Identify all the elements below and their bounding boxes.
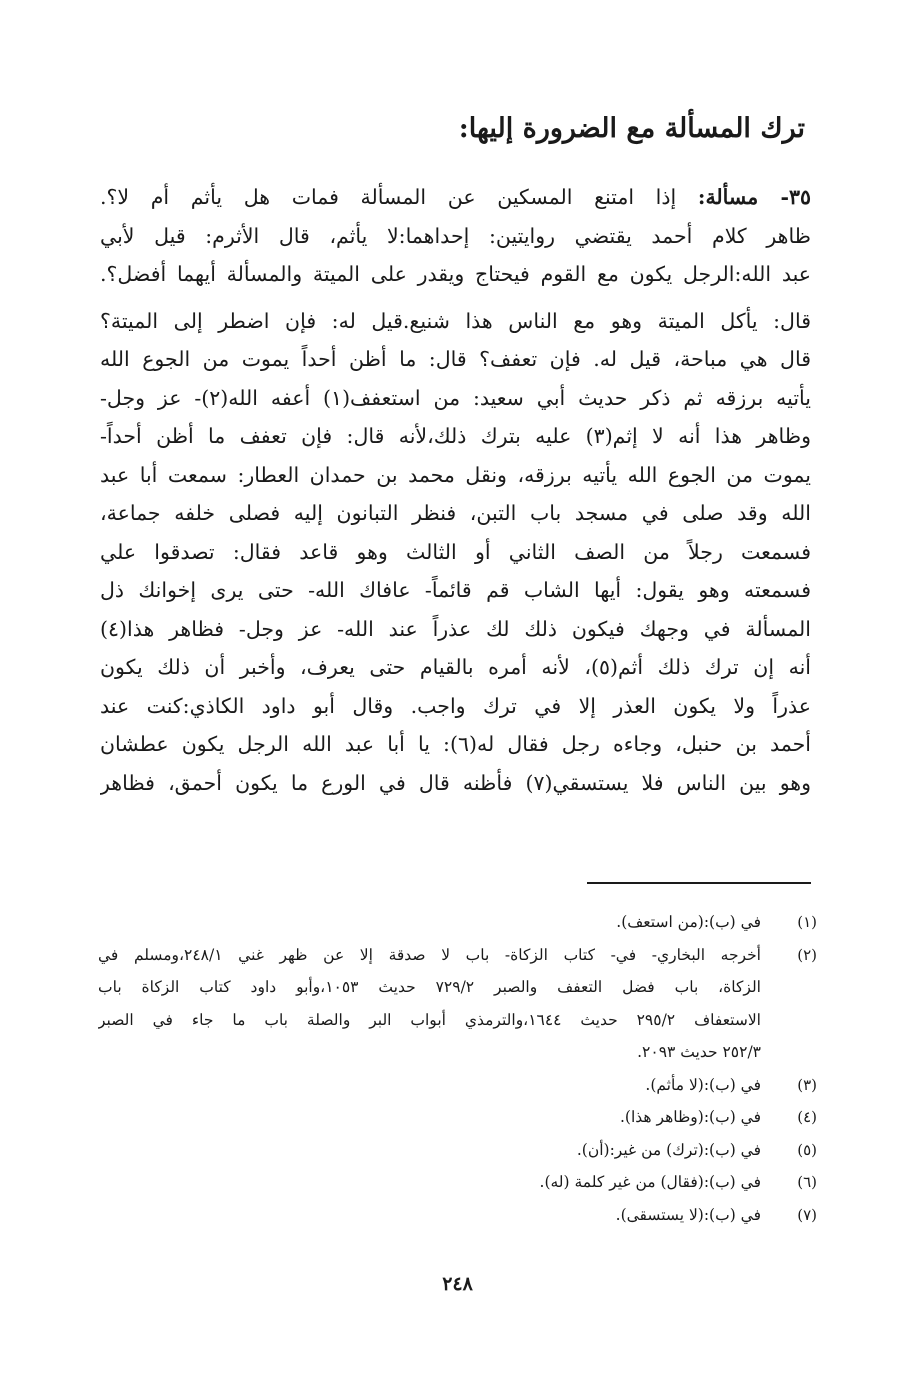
text-line: يموت من الجوع الله يأتيه برزقه، ونقل محمد بن حمدان العطار: سمعت أبا عبد — [100, 462, 811, 487]
text-line: أحمد بن حنبل، وجاءه رجل فقال له(٦): يا أبا عبد الله الرجل يكون عطشان — [100, 732, 811, 756]
text-line: الله وقد صلى في مسجد باب التبن، فنظر التبانون إليه فصلى خلفه جماعة، — [100, 501, 811, 525]
page-number: ٢٤٨ — [442, 1273, 473, 1295]
footnote-text — [98, 1166, 775, 1199]
text-line: ظاهر كلام أحمد يقتضي روايتين: إحداهما:لا يأثم، قال الأثرم: قيل لأبي — [100, 223, 811, 248]
footnote-line: في (ب):(لا مأثم). — [645, 1075, 761, 1094]
text-line: قال هي مباحة، قيل له. فإن تعفف؟ قال: ما أظن أحداً يموت من الجوع الله — [100, 347, 811, 371]
main-text — [100, 178, 811, 802]
text-line: يأتيه برزقه ثم ذكر حديث أبي سعيد: من استعفف(١) أعفه الله(٢)- عز وجل- — [100, 385, 811, 410]
footnote-number: (٢) — [797, 945, 817, 964]
footnote-text — [98, 939, 775, 1069]
footnote-line: في (ب):(لا يستسقى). — [615, 1205, 761, 1224]
footnote-item — [98, 939, 817, 1069]
footnote-number: (٥) — [797, 1140, 817, 1159]
footnote-line: ٢٥٢/٣ حديث ٢٠٩٣. — [637, 1043, 761, 1061]
issue-number: ٣٥ — [788, 185, 811, 209]
footnote-item — [98, 1199, 817, 1232]
footnote-number: (٣) — [797, 1075, 817, 1094]
footnote-item — [98, 1134, 817, 1167]
text-line: عبد الله:الرجل يكون مع القوم فيحتاج ويقدر على الميتة والمسألة أيهما أفضل؟. — [100, 262, 811, 286]
issue-label: - مسألة: — [697, 185, 789, 209]
footnote-text — [98, 906, 775, 939]
text-line: المسألة في وجهك فيكون ذلك لك عذراً عند الله- عز وجل- فظاهر هذا(٤) — [100, 616, 811, 641]
issue-question: إذا امتنع المسكين عن المسألة فمات هل يأثم أم لا؟. — [100, 185, 677, 209]
footnote-line: في (ب):(فقال) من غير كلمة (له). — [539, 1173, 761, 1191]
text-line: فسمعته وهو يقول: أيها الشاب قم قائماً- عافاك الله- حتى يرى إخوانك ذل — [100, 578, 811, 602]
footnote-text — [98, 1101, 775, 1134]
footnote-item — [98, 1101, 817, 1134]
footnote-number: (١) — [797, 913, 817, 931]
text-line: عذراً ولا يكون العذر إلا في ترك واجب. وقال أبو داود الكاذي:كنت عند — [100, 693, 811, 718]
issue-line — [100, 178, 811, 217]
footnote-item — [98, 1166, 817, 1199]
text-line: قال: يأكل الميتة وهو مع الناس هذا شنيع.قيل له: فإن اضطر إلى الميتة؟ — [100, 308, 811, 333]
text-line: وظاهر هذا أنه لا إثم(٣) عليه بترك ذلك،لأنه قال: فإن تعفف ما أظن أحداً- — [100, 424, 811, 448]
text-line: فسمعت رجلاً من الصف الثاني أو الثالث وهو قاعد فقال: تصدقوا علي — [100, 539, 811, 564]
footnote-number: (٤) — [797, 1108, 817, 1126]
text-line: أنه إن ترك ذلك أثم(٥)، لأنه أمره بالقيام حتى يعرف، وأخبر أن ذلك يكون — [100, 655, 811, 679]
footnote-line: في (ب):(وظاهر هذا). — [620, 1108, 761, 1126]
footnotes — [98, 906, 817, 1231]
footnote-line: الاستعفاف ٢٩٥/٢ حديث ١٦٤٤،والترمذي أبواب البر والصلة باب ما جاء في الصبر — [98, 1010, 761, 1029]
footnote-line: في (ب):(ترك) من غير:(أن). — [576, 1140, 761, 1159]
section-heading: ترك المسألة مع الضرورة إليها: — [458, 113, 805, 144]
footnote-text — [98, 1199, 775, 1232]
footnote-separator — [587, 882, 811, 884]
footnote-text — [98, 1069, 775, 1102]
footnote-line: أخرجه البخاري- في- كتاب الزكاة- باب لا صدقة إلا عن ظهر غني ٢٤٨/١،ومسلم في — [98, 945, 761, 964]
footnote-text — [98, 1134, 775, 1167]
footnote-line: الزكاة، باب فضل التعفف والصبر ٧٢٩/٢ حديث ١٠٥٣،وأبو داود كتاب الزكاة باب — [98, 978, 761, 996]
footnote-line: في (ب):(من استعف). — [616, 913, 761, 931]
footnote-item — [98, 906, 817, 939]
text-line: وهو بين الناس فلا يستسقي(٧) فأظنه قال في الورع ما يكون أحمق، فظاهر — [100, 770, 811, 795]
footnote-item — [98, 1069, 817, 1102]
footnote-number: (٦) — [797, 1173, 817, 1191]
footnote-number: (٧) — [797, 1205, 817, 1224]
